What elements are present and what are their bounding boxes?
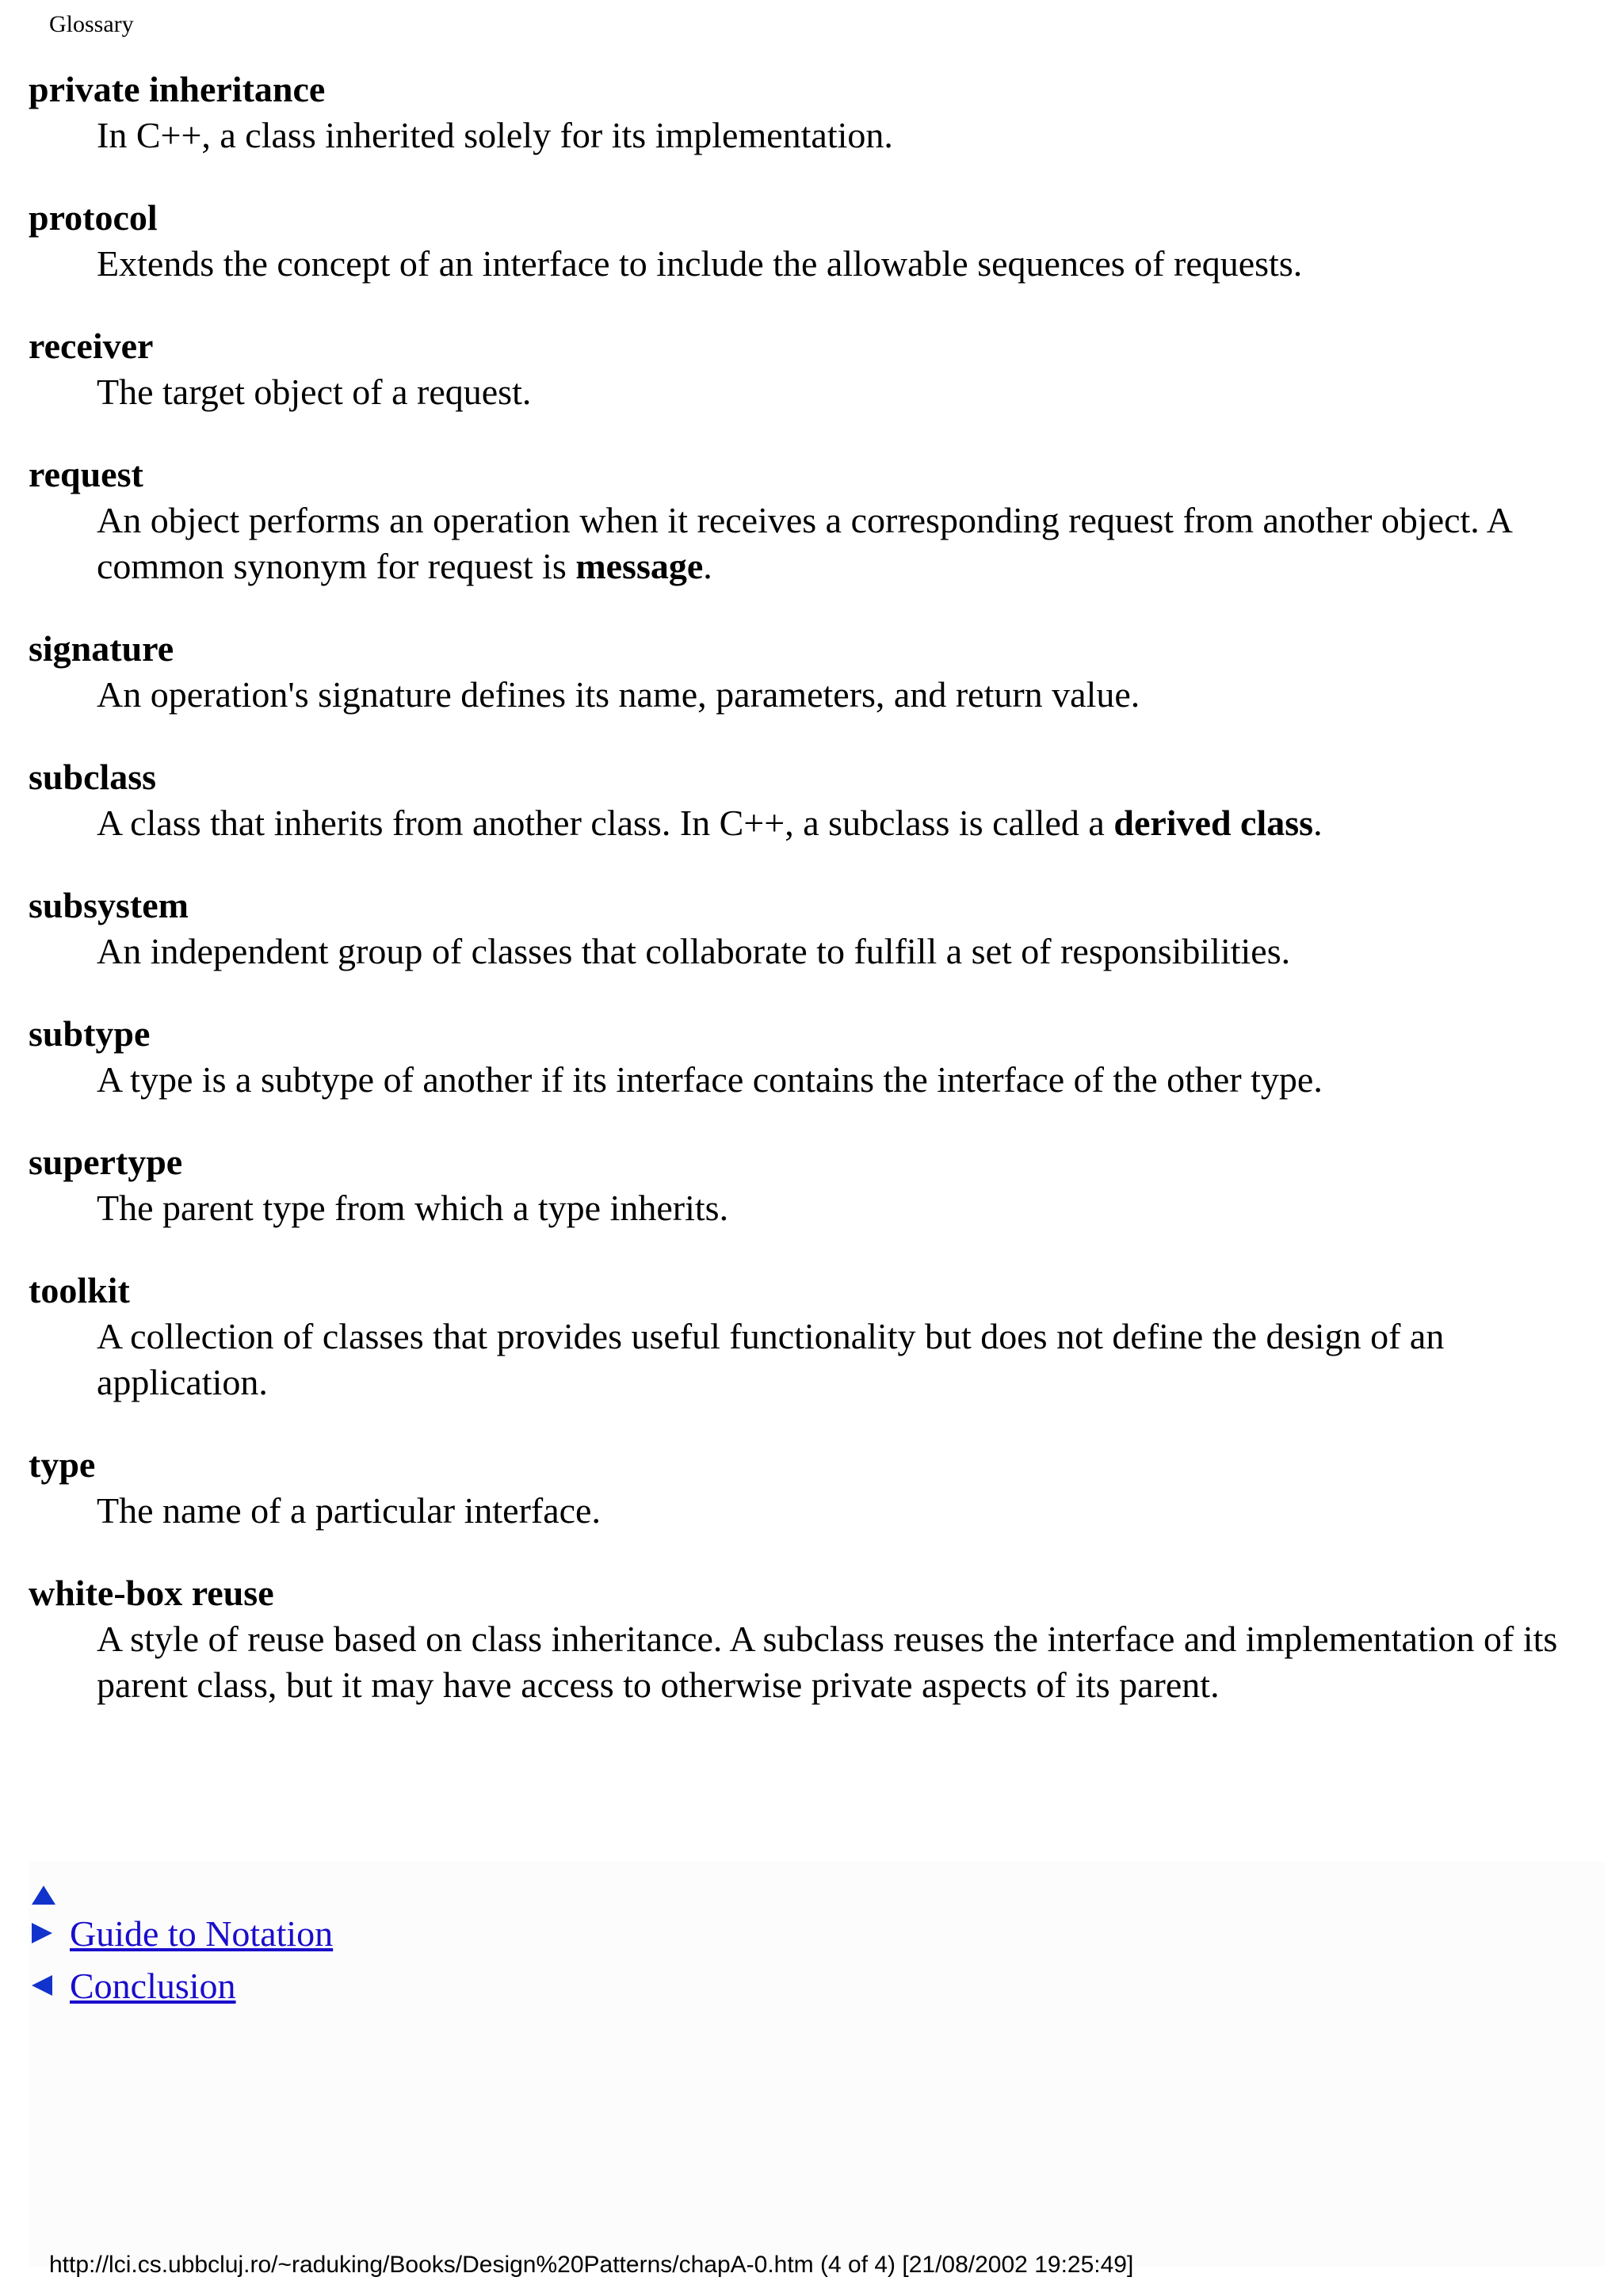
page-navigation — [29, 1862, 1606, 2266]
glossary-entry — [29, 1442, 1606, 1534]
glossary-term: request — [29, 454, 143, 494]
definition-text: . — [1313, 803, 1323, 843]
glossary-entry — [29, 754, 1606, 846]
glossary-definition: A type is a subtype of another if its interface contains the interface of the other type. — [97, 1059, 1323, 1100]
glossary-definition: Extends the concept of an interface to include the allowable sequences of requests. — [97, 243, 1303, 284]
up-arrow-icon[interactable] — [30, 1884, 57, 1906]
glossary-definition — [97, 498, 1606, 589]
emphasized-term: message — [575, 546, 704, 586]
glossary-definition: An operation's signature defines its name, parameters, and return value. — [97, 674, 1140, 715]
glossary-term: private inheritance — [29, 69, 326, 109]
glossary-term: signature — [29, 628, 174, 669]
glossary-definition: A collection of classes that provides useful functionality but does not define the design of an application. — [97, 1316, 1445, 1402]
next-link-text[interactable]: Guide to Notation — [70, 1913, 334, 1954]
glossary-entry — [29, 1268, 1606, 1405]
glossary-entry — [29, 452, 1606, 589]
glossary-list — [29, 67, 1606, 1745]
glossary-definition: The name of a particular interface. — [97, 1490, 601, 1531]
glossary-definition: The parent type from which a type inherits. — [97, 1188, 729, 1228]
definition-text: . — [703, 546, 712, 586]
glossary-term: receiver — [29, 326, 154, 366]
glossary-definition: An independent group of classes that collaborate to fulfill a set of responsibilities. — [97, 931, 1291, 971]
glossary-definition: The target object of a request. — [97, 372, 532, 412]
glossary-entry — [29, 626, 1606, 718]
left-arrow-icon[interactable] — [29, 1972, 55, 1999]
glossary-entry — [29, 1139, 1606, 1231]
glossary-entry — [29, 323, 1606, 415]
glossary-term: subtype — [29, 1013, 151, 1054]
glossary-entry — [29, 883, 1606, 974]
next-page-link[interactable] — [29, 1911, 333, 1955]
glossary-definition: A style of reuse based on class inheritance. A subclass reuses the interface and implementation of its parent class, but it may have access to otherwise private aspects of its parent. — [97, 1619, 1558, 1705]
glossary-term: subclass — [29, 757, 157, 797]
emphasized-term: derived class — [1113, 803, 1314, 843]
glossary-term: type — [29, 1444, 96, 1485]
glossary-term: toolkit — [29, 1270, 130, 1310]
glossary-entry — [29, 195, 1606, 287]
glossary-term: white-box reuse — [29, 1573, 274, 1613]
previous-link-text[interactable]: Conclusion — [70, 1965, 236, 2006]
glossary-entry — [29, 1011, 1606, 1103]
running-title: Glossary — [49, 11, 134, 37]
glossary-term: subsystem — [29, 885, 189, 925]
glossary-term: protocol — [29, 197, 158, 238]
previous-page-link[interactable] — [29, 1963, 236, 2008]
glossary-definition — [97, 800, 1606, 846]
definition-text: An object performs an operation when it receives a corresponding request from another object. A common synonym for request is — [97, 500, 1511, 586]
glossary-definition: In C++, a class inherited solely for its implementation. — [97, 115, 893, 155]
glossary-entry — [29, 1570, 1606, 1708]
definition-text: A class that inherits from another class. In C++, a subclass is called a — [97, 803, 1114, 843]
glossary-term: supertype — [29, 1142, 183, 1182]
right-arrow-icon[interactable] — [29, 1920, 55, 1947]
page-source-url: http://lci.cs.ubbcluj.ro/~raduking/Books/Design%20Patterns/chapA-0.htm (4 of 4) [21/08/2002 19:25:49] — [49, 2252, 1134, 2278]
glossary-entry — [29, 67, 1606, 158]
